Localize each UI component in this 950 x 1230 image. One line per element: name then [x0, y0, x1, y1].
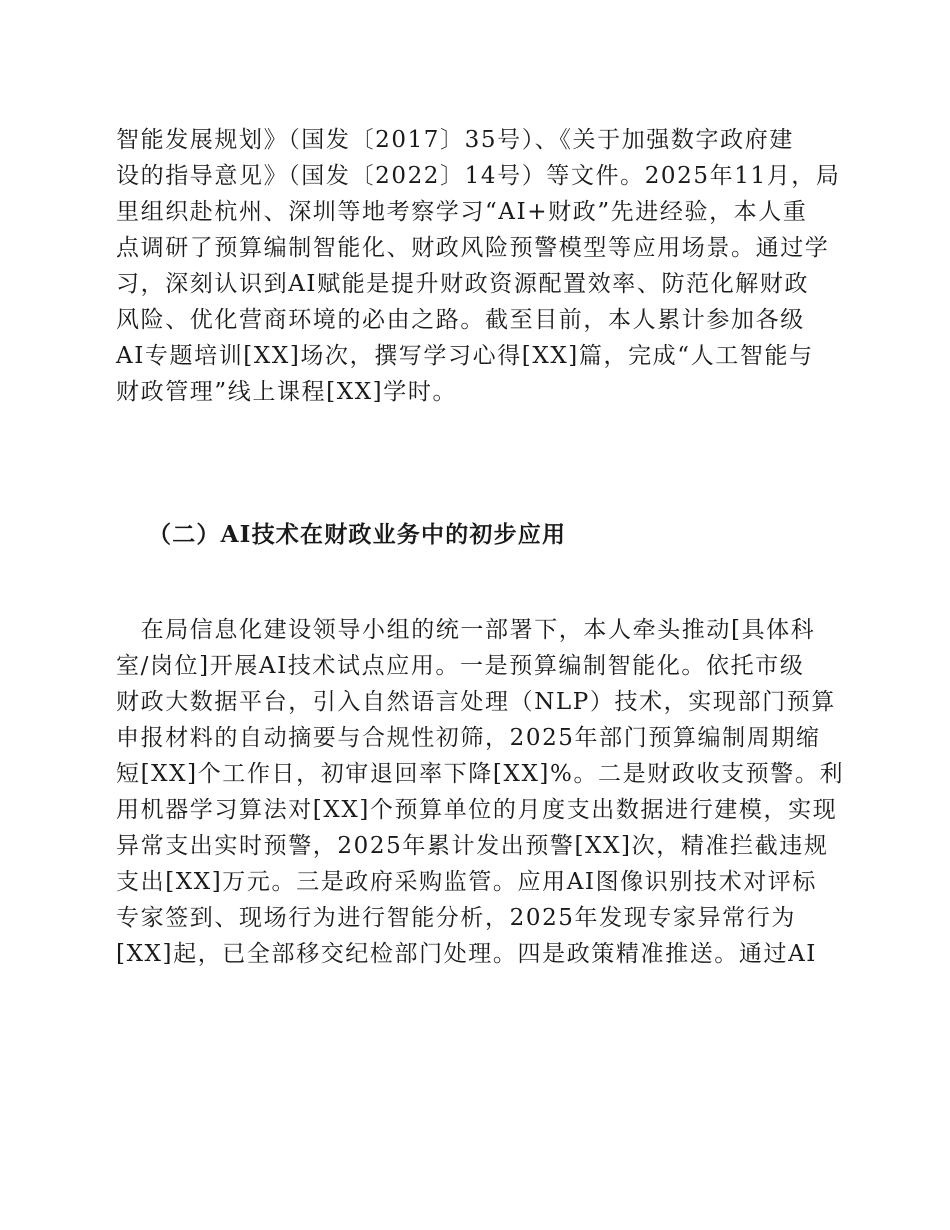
paragraph-line: 申报材料的自动摘要与合规性初筛，2025年部门预算编制周期缩 [116, 725, 821, 751]
body-paragraph-2 [116, 612, 845, 972]
paragraph-line: 异常支出实时预警，2025年累计发出预警[XX]次，精准拦截违规 [116, 833, 829, 859]
section-heading: （二）AI技术在财政业务中的初步应用 [148, 521, 567, 548]
paragraph-line: 风险、优化营商环境的必由之路。截至目前，本人累计参加各级 [116, 307, 805, 333]
paragraph-line: 在局信息化建设领导小组的统一部署下，本人牵头推动[具体科 [116, 617, 816, 643]
paragraph-line: 专家签到、现场行为进行智能分析，2025年发现专家异常行为 [116, 905, 796, 931]
paragraph-line: 支出[XX]万元。三是政府采购监管。应用AI图像识别技术对评标 [116, 869, 817, 895]
paragraph-line: 财政管理”线上课程[XX]学时。 [116, 379, 458, 405]
paragraph-line: 财政大数据平台，引入自然语言处理（NLP）技术，实现部门预算 [116, 689, 836, 715]
paragraph-line: 智能发展规划》（国发〔2017〕35号）、《关于加强数字政府建 [116, 127, 794, 153]
paragraph-line: 室/岗位]开展AI技术试点应用。一是预算编制智能化。依托市级 [116, 653, 805, 679]
paragraph-line: 用机器学习算法对[XX]个预算单位的月度支出数据进行建模，实现 [116, 797, 838, 823]
paragraph-line: 习，深刻认识到AI赋能是提升财政资源配置效率、防范化解财政 [116, 271, 810, 297]
paragraph-line: 短[XX]个工作日，初审退回率下降[XX]%。二是财政收支预警。利 [116, 761, 845, 787]
paragraph-line: 设的指导意见》（国发〔2022〕14号）等文件。2025年11月，局 [116, 163, 841, 189]
paragraph-line: [XX]起，已全部移交纪检部门处理。四是政策精准推送。通过AI [116, 941, 817, 967]
paragraph-line: AI专题培训[XX]场次，撰写学习心得[XX]篇，完成“人工智能与 [116, 343, 814, 369]
paragraph-line: 里组织赴杭州、深圳等地考察学习“AI+财政”先进经验，本人重 [116, 199, 808, 225]
body-paragraph-1 [116, 122, 841, 410]
paragraph-line: 点调研了预算编制智能化、财政风险预警模型等应用场景。通过学 [116, 235, 830, 261]
